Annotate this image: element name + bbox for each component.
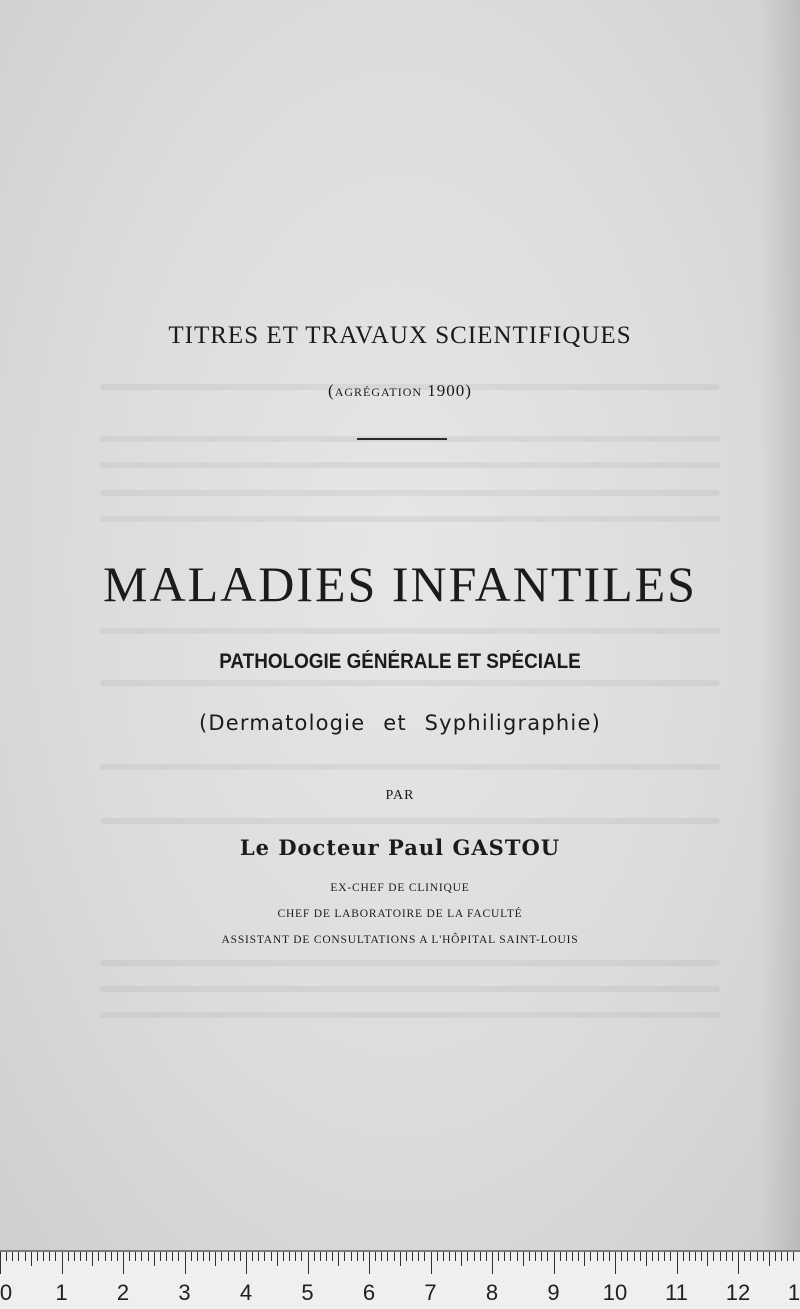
ruler-tick: [412, 1252, 413, 1261]
ruler-tick: [664, 1252, 665, 1261]
ruler-tick: [43, 1252, 44, 1261]
divider-rule: [357, 438, 447, 440]
ruler-tick: [0, 1252, 1, 1274]
ruler-tick: [166, 1252, 167, 1261]
ruler-tick: [283, 1252, 284, 1261]
ruler-tick: [55, 1252, 56, 1261]
ruler-tick: [221, 1252, 222, 1261]
ruler-tick: [584, 1252, 585, 1266]
ruler-tick: [474, 1252, 475, 1261]
ruler-tick: [597, 1252, 598, 1261]
ruler-tick: [246, 1252, 247, 1274]
ruler-tick: [775, 1252, 776, 1261]
ruler-tick: [793, 1252, 794, 1261]
ruler-tick: [375, 1252, 376, 1261]
ruler-tick: [713, 1252, 714, 1261]
ruler-tick: [295, 1252, 296, 1261]
ruler-tick: [400, 1252, 401, 1266]
ruler-tick: [62, 1252, 63, 1274]
ruler-tick: [498, 1252, 499, 1261]
ruler-tick: [301, 1252, 302, 1261]
page-edge-shadow: [760, 0, 800, 1250]
ruler-tick: [677, 1252, 678, 1274]
ruler-tick: [547, 1252, 548, 1261]
ruler-tick: [271, 1252, 272, 1261]
measuring-ruler: [0, 1250, 800, 1309]
ruler-tick: [455, 1252, 456, 1261]
ruler-tick: [98, 1252, 99, 1261]
ruler-tick: [750, 1252, 751, 1261]
ruler-tick: [86, 1252, 87, 1261]
ruler-tick: [566, 1252, 567, 1261]
bleed-through-line: [100, 1012, 720, 1018]
ruler-tick: [363, 1252, 364, 1261]
ruler-tick: [369, 1252, 370, 1274]
ruler-number: 12: [725, 1280, 751, 1305]
ruler-tick: [123, 1252, 124, 1274]
ruler-tick: [431, 1252, 432, 1274]
ruler-tick: [634, 1252, 635, 1261]
ruler-tick: [621, 1252, 622, 1261]
ruler-tick: [529, 1252, 530, 1261]
document-title: MALADIES INFANTILES: [103, 556, 697, 612]
ruler-tick: [240, 1252, 241, 1261]
ruler-number: 4: [239, 1280, 253, 1305]
ruler-tick: [49, 1252, 50, 1261]
ruler-tick: [443, 1252, 444, 1261]
ruler-tick: [332, 1252, 333, 1261]
ruler-tick: [197, 1252, 198, 1261]
ruler-tick: [141, 1252, 142, 1261]
ruler-tick: [111, 1252, 112, 1261]
ruler-tick: [105, 1252, 106, 1261]
ruler-tick: [178, 1252, 179, 1261]
ruler-tick: [590, 1252, 591, 1261]
ruler-tick: [738, 1252, 739, 1274]
bleed-through-line: [100, 818, 720, 824]
ruler-tick: [707, 1252, 708, 1266]
ruler-tick: [627, 1252, 628, 1261]
ruler-tick: [6, 1252, 7, 1261]
ruler-tick: [744, 1252, 745, 1261]
ruler-tick: [228, 1252, 229, 1261]
ruler-tick: [572, 1252, 573, 1261]
ruler-tick: [68, 1252, 69, 1261]
ruler-tick: [252, 1252, 253, 1261]
ruler-tick: [560, 1252, 561, 1261]
ruler-tick: [603, 1252, 604, 1261]
ruler-tick: [763, 1252, 764, 1261]
ruler-tick: [554, 1252, 555, 1274]
ruler-tick: [781, 1252, 782, 1261]
bleed-through-line: [100, 628, 720, 634]
ruler-tick: [449, 1252, 450, 1261]
ruler-tick: [720, 1252, 721, 1261]
ruler-number: 10: [602, 1280, 628, 1305]
page-header: TITRES ET TRAVAUX SCIENTIFIQUES: [168, 322, 632, 349]
ruler-tick: [467, 1252, 468, 1261]
ruler-tick: [670, 1252, 671, 1261]
ruler-tick: [234, 1252, 235, 1261]
ruler-tick: [209, 1252, 210, 1261]
ruler-tick: [695, 1252, 696, 1261]
ruler-tick: [18, 1252, 19, 1261]
ruler-tick: [129, 1252, 130, 1261]
ruler-tick: [314, 1252, 315, 1261]
ruler-tick: [203, 1252, 204, 1261]
page-subheader: (agrégation 1900): [328, 381, 472, 400]
ruler-tick: [135, 1252, 136, 1261]
ruler-tick: [492, 1252, 493, 1274]
ruler-tick: [351, 1252, 352, 1261]
ruler-tick: [640, 1252, 641, 1261]
ruler-tick: [80, 1252, 81, 1261]
ruler-number: 1: [787, 1280, 800, 1305]
bleed-through-line: [100, 764, 720, 770]
ruler-tick: [357, 1252, 358, 1261]
ruler-tick: [185, 1252, 186, 1274]
ruler-tick: [510, 1252, 511, 1261]
ruler-tick: [461, 1252, 462, 1266]
ruler-tick: [338, 1252, 339, 1266]
ruler-tick: [480, 1252, 481, 1261]
ruler-tick: [154, 1252, 155, 1266]
ruler-tick: [652, 1252, 653, 1261]
author-credential: ASSISTANT DE CONSULTATIONS A L'HÔPITAL SAINT-LOUIS: [221, 934, 579, 946]
document-subtitle: PATHOLOGIE GÉNÉRALE ET SPÉCIALE: [219, 650, 581, 673]
ruler-tick: [437, 1252, 438, 1261]
ruler-tick: [517, 1252, 518, 1261]
bleed-through-line: [100, 462, 720, 468]
ruler-number: 11: [665, 1280, 688, 1305]
author-credential: CHEF DE LABORATOIRE DE LA FACULTÉ: [277, 908, 523, 920]
ruler-number: 6: [362, 1280, 376, 1305]
ruler-number: 8: [485, 1280, 499, 1305]
ruler-number: 5: [301, 1280, 314, 1305]
ruler-tick: [609, 1252, 610, 1261]
ruler-number: 2: [116, 1280, 130, 1305]
ruler-tick: [646, 1252, 647, 1266]
ruler-tick: [25, 1252, 26, 1261]
ruler-tick: [74, 1252, 75, 1261]
ruler-tick: [787, 1252, 788, 1261]
ruler-tick: [215, 1252, 216, 1266]
bleed-through-line: [100, 516, 720, 522]
ruler-tick: [308, 1252, 309, 1274]
ruler-tick: [523, 1252, 524, 1266]
bleed-through-line: [100, 986, 720, 992]
ruler-tick: [504, 1252, 505, 1261]
author-credential: EX-CHEF DE CLINIQUE: [330, 882, 470, 894]
ruler-tick: [344, 1252, 345, 1261]
ruler-tick: [148, 1252, 149, 1261]
ruler-tick: [732, 1252, 733, 1261]
bleed-through-line: [100, 960, 720, 966]
ruler-tick: [757, 1252, 758, 1261]
by-label: PAR: [385, 788, 415, 803]
bleed-through-line: [100, 490, 720, 496]
ruler-number: 0: [0, 1280, 13, 1305]
ruler-tick: [683, 1252, 684, 1261]
ruler-tick: [264, 1252, 265, 1261]
ruler-tick: [769, 1252, 770, 1266]
bleed-through-line: [100, 680, 720, 686]
ruler-tick: [381, 1252, 382, 1261]
ruler-tick: [701, 1252, 702, 1261]
ruler-tick: [387, 1252, 388, 1261]
ruler-number: 3: [178, 1280, 191, 1305]
ruler-number: 1: [55, 1280, 68, 1305]
ruler-tick: [160, 1252, 161, 1261]
ruler-tick: [726, 1252, 727, 1261]
ruler-tick: [578, 1252, 579, 1261]
ruler-tick: [320, 1252, 321, 1261]
ruler-tick: [117, 1252, 118, 1261]
ruler-tick: [424, 1252, 425, 1261]
ruler-tick: [541, 1252, 542, 1261]
ruler-tick: [37, 1252, 38, 1261]
ruler-tick: [486, 1252, 487, 1261]
ruler-tick: [615, 1252, 616, 1274]
document-specialty: (Dermatologie et Syphiligraphie): [199, 711, 601, 735]
ruler-number: 7: [424, 1280, 437, 1305]
author-name: Le Docteur Paul GASTOU: [239, 835, 561, 860]
ruler-tick: [326, 1252, 327, 1261]
ruler-tick: [535, 1252, 536, 1261]
ruler-tick: [191, 1252, 192, 1261]
ruler-tick: [689, 1252, 690, 1261]
ruler-tick: [406, 1252, 407, 1261]
ruler-tick: [289, 1252, 290, 1261]
ruler-tick: [258, 1252, 259, 1261]
ruler-tick: [12, 1252, 13, 1261]
ruler-tick: [92, 1252, 93, 1266]
ruler-number: 9: [547, 1280, 560, 1305]
ruler-tick: [394, 1252, 395, 1261]
ruler-tick: [658, 1252, 659, 1261]
ruler-tick: [31, 1252, 32, 1266]
ruler-tick: [172, 1252, 173, 1261]
ruler-tick: [418, 1252, 419, 1261]
ruler-tick: [277, 1252, 278, 1266]
